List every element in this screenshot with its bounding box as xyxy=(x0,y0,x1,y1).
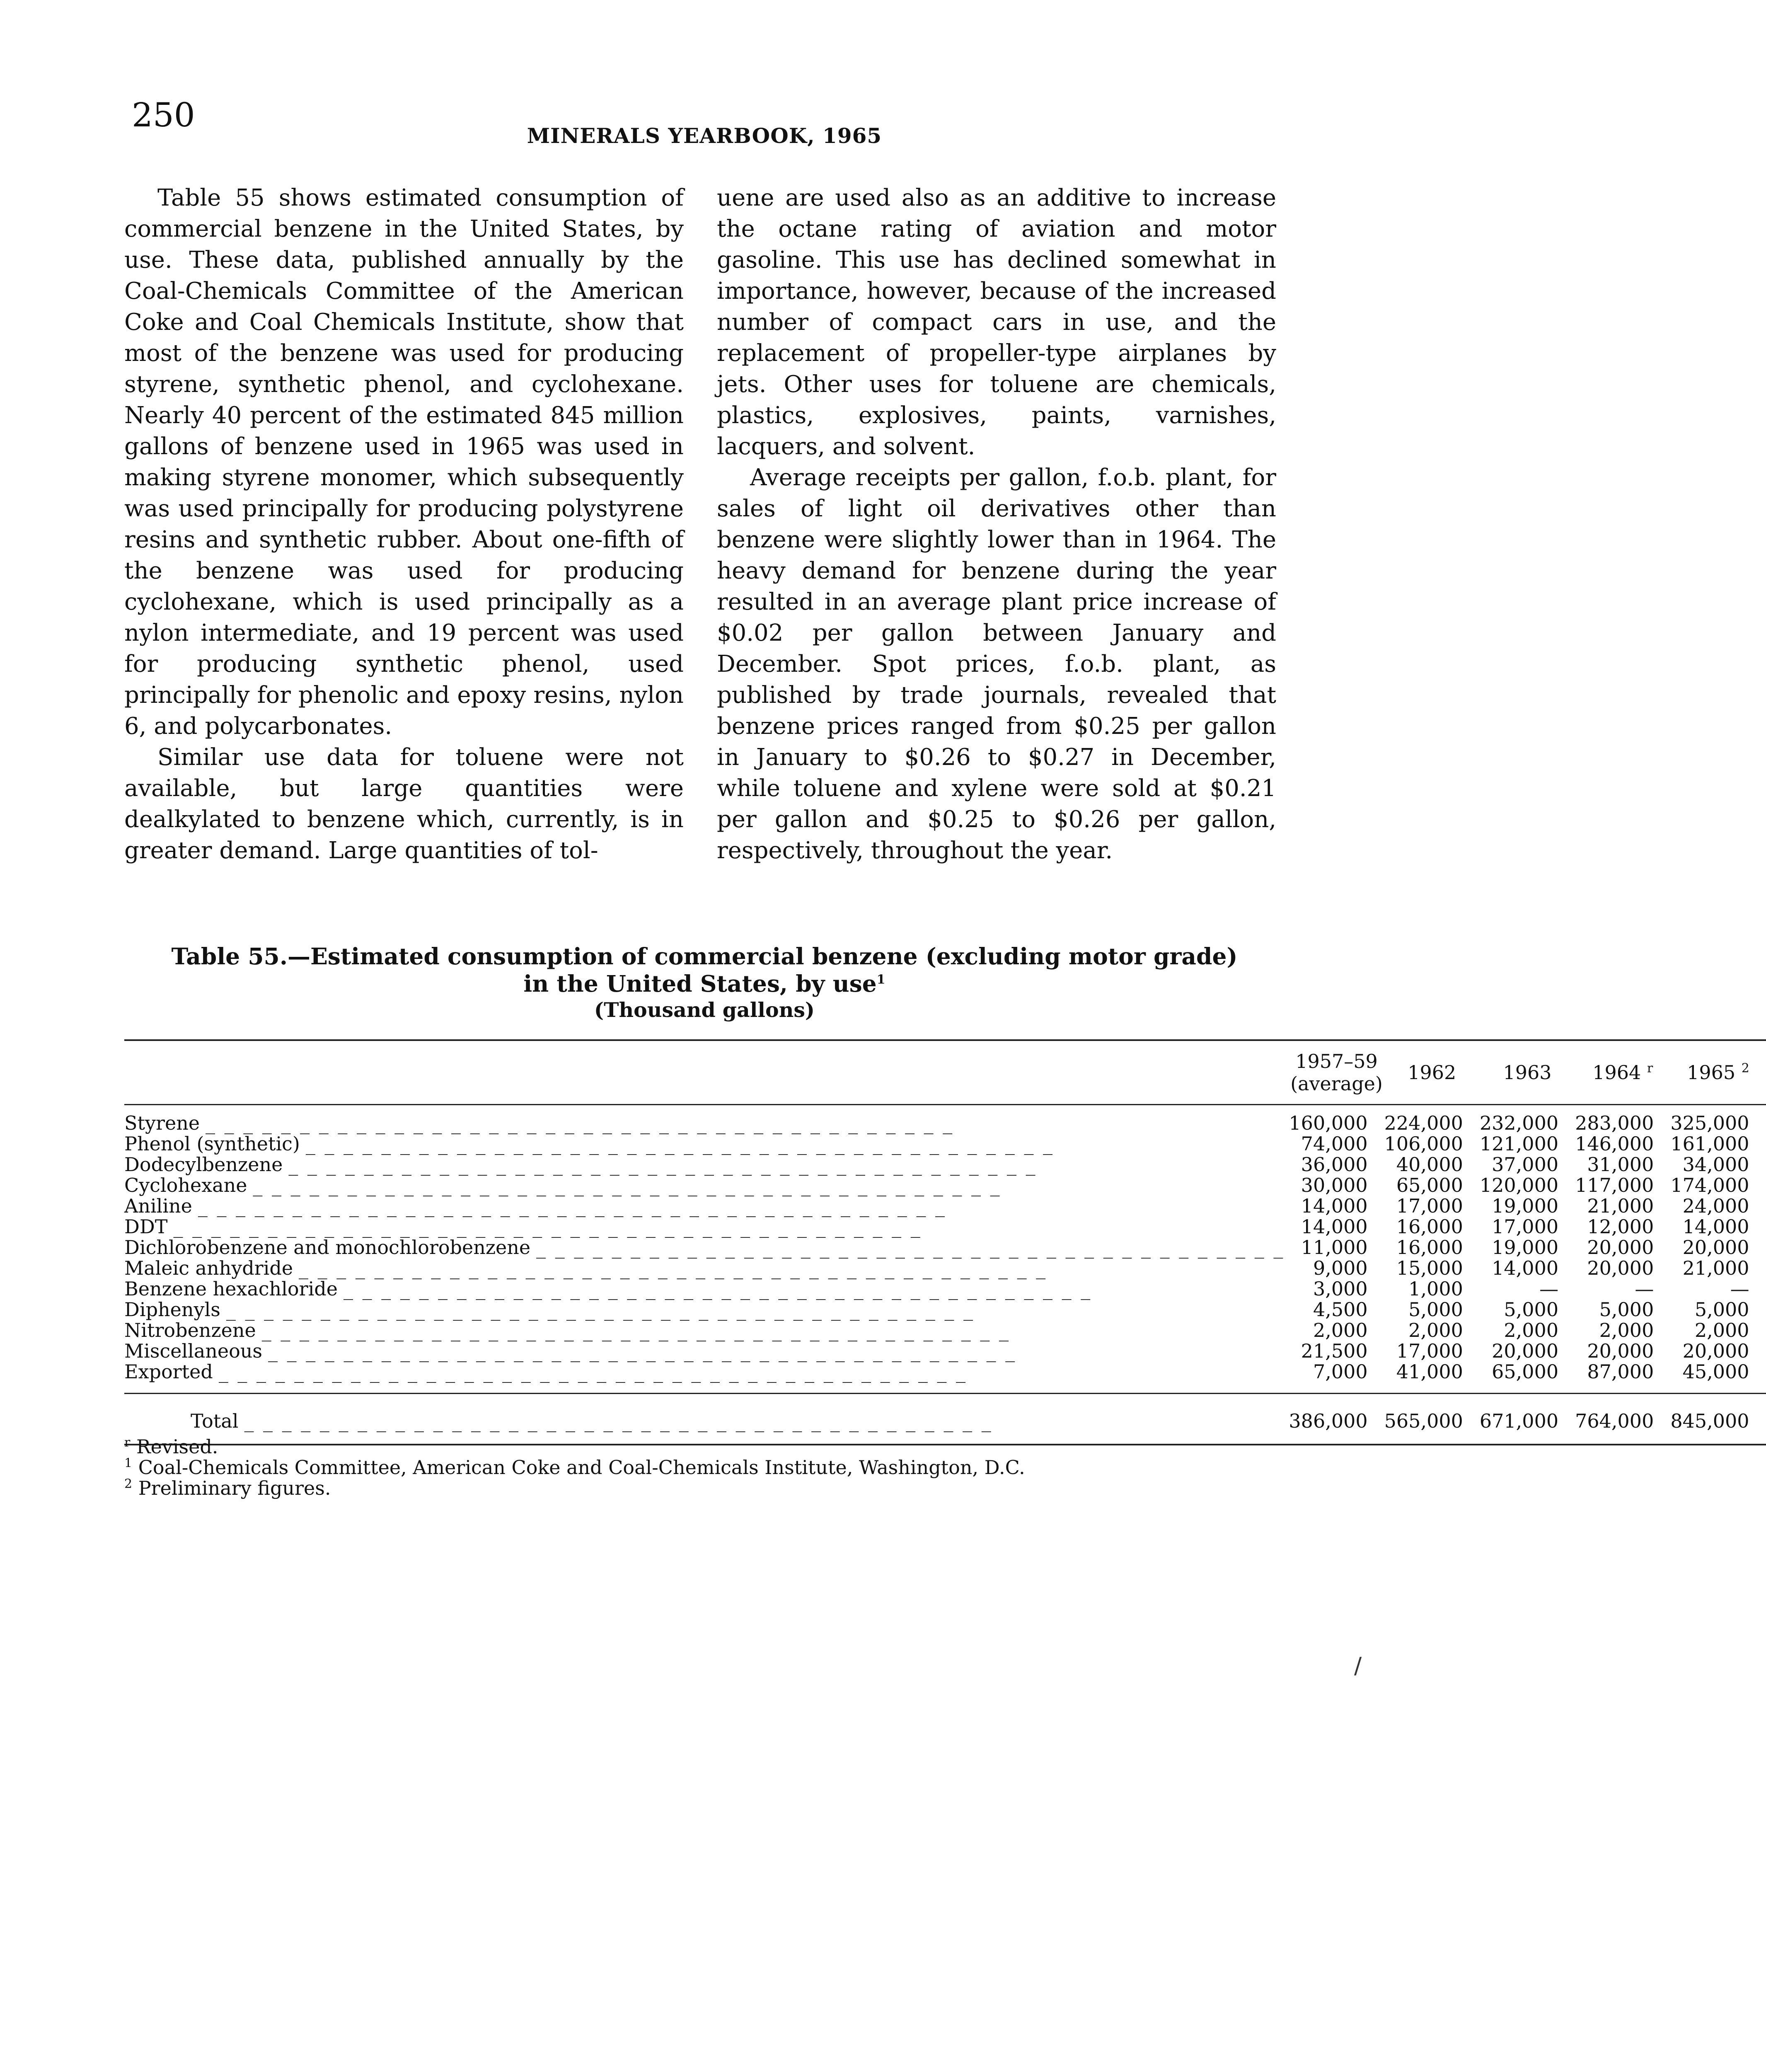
value-cell: 20,000 xyxy=(1682,1340,1749,1362)
footnote xyxy=(124,1478,1285,1498)
value-cell: 7,000 xyxy=(1289,1361,1384,1394)
value-cell: 5,000 xyxy=(1408,1298,1463,1321)
header-1964-year: 1964 xyxy=(1592,1061,1641,1084)
value-cell: 121,000 xyxy=(1479,1133,1559,1155)
value-cell: 40,000 xyxy=(1396,1153,1463,1176)
row-label: Maleic anhydride xyxy=(124,1257,293,1279)
row-label: Styrene xyxy=(124,1112,200,1134)
value-cell: 1,000 xyxy=(1408,1278,1463,1300)
value-cell: 2,000 xyxy=(1599,1319,1654,1341)
row-label: Phenol (synthetic) xyxy=(124,1133,300,1155)
row-label: Nitrobenzene xyxy=(124,1319,256,1341)
value-cell: 325,000 xyxy=(1670,1112,1749,1134)
value-cell: 36,000 xyxy=(1301,1153,1368,1176)
value-cell: 386,000 xyxy=(1289,1394,1384,1445)
value-cell: 21,000 xyxy=(1587,1195,1654,1217)
value-cell: 19,000 xyxy=(1492,1236,1559,1259)
footnote-ref: r xyxy=(1647,1061,1653,1076)
value-cell: 16,000 xyxy=(1396,1236,1463,1259)
value-cell: 65,000 xyxy=(1480,1361,1575,1394)
value-cell: 34,000 xyxy=(1682,1153,1749,1176)
value-cell: — xyxy=(1730,1278,1749,1300)
value-cell: 283,000 xyxy=(1575,1112,1654,1134)
footnote-mark: r xyxy=(124,1435,131,1450)
table-caption-line2 xyxy=(124,970,1285,997)
row-label-cell xyxy=(124,1105,1289,1134)
value-cell: 9,000 xyxy=(1313,1257,1368,1279)
value-cell: 5,000 xyxy=(1694,1298,1749,1321)
table-caption-line1: Table 55.—Estimated consumption of commercial benzene (excluding motor grade) xyxy=(171,943,1238,970)
body-text xyxy=(124,182,1276,912)
dot-leader: _ _ _ _ _ _ _ _ _ _ _ _ _ _ _ _ _ _ _ _ _ _ _ _ _ _ _ _ _ _ _ _ _ _ _ _ _ _ _ _ xyxy=(173,1215,922,1238)
paragraph: Average receipts per gallon, f.o.b. plant, for sales of light oil derivatives other than benzene were slightly lower than in 1964. The heavy demand for benzene during the year resulted in an average plant price increase of $0.02 per gallon between January and December. Spot prices, f.o.b. plant, as published by trade journals, revealed that benzene prices ranged from $0.25 per gallon in January to $0.26 to $0.27 in December, while toluene and xylene were sold at $0.21 per gallon and $0.25 to $0.26 per gallon, respectively, throughout the year. xyxy=(717,464,1276,864)
value-cell: 37,000 xyxy=(1492,1153,1559,1176)
dot-leader: _ _ _ _ _ _ _ _ _ _ _ _ _ _ _ _ _ _ _ _ _ _ _ _ _ _ _ _ _ _ _ _ _ _ _ _ _ _ _ _ xyxy=(536,1236,1285,1259)
footnotes xyxy=(124,1436,1285,1498)
dot-leader: _ _ _ _ _ _ _ _ _ _ _ _ _ _ _ _ _ _ _ _ _ _ _ _ _ _ _ _ _ _ _ _ _ _ _ _ _ _ _ _ xyxy=(253,1174,1002,1196)
value-cell: 21,000 xyxy=(1682,1257,1749,1279)
paragraph: Similar use data for toluene were not available, but large quantities were dealkylated to benzene which, currently, is in greater demand. Large quantities of tol- xyxy=(124,744,684,864)
row-label-cell xyxy=(124,1133,1289,1154)
row-label-cell xyxy=(124,1216,1289,1237)
value-cell: 15,000 xyxy=(1396,1257,1463,1279)
page-number: 250 xyxy=(132,96,195,134)
row-label-cell xyxy=(124,1237,1289,1258)
value-cell: 2,000 xyxy=(1313,1319,1368,1341)
value-cell: 3,000 xyxy=(1313,1278,1368,1300)
value-cell: 224,000 xyxy=(1384,1112,1463,1134)
paragraph: uene are used also as an additive to increase the octane rating of aviation and motor gasoline. This use has declined somewhat in importance, however, because of the increased number of compact cars in use, and the replacement of propeller-type airplanes by jets. Other uses for toluene are chemicals, plastics, explosives, paints, varnishes, lacquers, and solvent. xyxy=(717,184,1276,460)
left-column xyxy=(124,182,684,912)
value-cell: 65,000 xyxy=(1396,1174,1463,1196)
footnote-text: Coal-Chemicals Committee, American Coke and Coal-Chemicals Institute, Washington, D.C. xyxy=(138,1456,1025,1479)
row-label-cell xyxy=(124,1341,1289,1361)
row-label-cell xyxy=(124,1299,1289,1320)
row-label: Benzene hexachloride xyxy=(124,1278,338,1300)
header-1957-59 xyxy=(1289,1040,1384,1105)
value-cell: 106,000 xyxy=(1384,1133,1463,1155)
dot-leader: _ _ _ _ _ _ _ _ _ _ _ _ _ _ _ _ _ _ _ _ _ _ _ _ _ _ _ _ _ _ _ _ _ _ _ _ _ _ _ _ xyxy=(305,1133,1055,1155)
value-cell: 845,000 xyxy=(1670,1394,1766,1445)
value-cell: 20,000 xyxy=(1587,1236,1654,1259)
running-head: MINERALS YEARBOOK, 1965 xyxy=(527,123,882,148)
table-unit: (Thousand gallons) xyxy=(594,998,815,1022)
dot-leader: _ _ _ _ _ _ _ _ _ _ _ _ _ _ _ _ _ _ _ _ _ _ _ _ _ _ _ _ _ _ _ _ _ _ _ _ _ _ _ _ xyxy=(299,1257,1048,1279)
table-row xyxy=(124,1196,1766,1216)
value-cell: 14,000 xyxy=(1301,1215,1368,1238)
table-row xyxy=(124,1105,1766,1134)
table-header-row xyxy=(124,1040,1766,1105)
header-1965 xyxy=(1670,1040,1766,1105)
value-cell: 19,000 xyxy=(1492,1195,1559,1217)
footnote-mark: 2 xyxy=(124,1477,133,1491)
row-label-cell xyxy=(124,1278,1289,1299)
row-label: Dichlorobenzene and monochlorobenzene xyxy=(124,1236,531,1259)
row-label-cell xyxy=(124,1196,1289,1216)
value-cell: 17,000 xyxy=(1396,1340,1463,1362)
right-column xyxy=(717,182,1276,912)
row-label-cell xyxy=(124,1154,1289,1175)
footnote-ref: 2 xyxy=(1741,1061,1749,1076)
value-cell: 14,000 xyxy=(1492,1257,1559,1279)
table-row xyxy=(124,1341,1766,1361)
value-cell: 45,000 xyxy=(1670,1361,1766,1394)
row-label: Diphenyls xyxy=(124,1298,220,1321)
value-cell: 30,000 xyxy=(1301,1174,1368,1196)
row-label: DDT xyxy=(124,1215,168,1238)
value-cell: 4,500 xyxy=(1313,1298,1368,1321)
footnote xyxy=(124,1436,1285,1457)
value-cell: 5,000 xyxy=(1599,1298,1654,1321)
consumption-table xyxy=(124,1039,1766,1445)
table-row xyxy=(124,1154,1766,1175)
footnote-ref: 1 xyxy=(876,972,885,987)
value-cell: 117,000 xyxy=(1575,1174,1654,1196)
value-cell: 11,000 xyxy=(1301,1236,1368,1259)
row-label: Miscellaneous xyxy=(124,1340,263,1362)
value-cell: 20,000 xyxy=(1682,1236,1749,1259)
value-cell: 161,000 xyxy=(1670,1133,1749,1155)
row-label: Aniline xyxy=(124,1195,192,1217)
row-label: Cyclohexane xyxy=(124,1174,247,1196)
dot-leader: _ _ _ _ _ _ _ _ _ _ _ _ _ _ _ _ _ _ _ _ _ _ _ _ _ _ _ _ _ _ _ _ _ _ _ _ _ _ _ _ xyxy=(288,1153,1037,1176)
value-cell: 74,000 xyxy=(1301,1133,1368,1155)
value-cell: 41,000 xyxy=(1384,1361,1480,1394)
value-cell: 174,000 xyxy=(1670,1174,1749,1196)
footnote-mark: 1 xyxy=(124,1456,133,1471)
value-cell: 764,000 xyxy=(1575,1394,1670,1445)
table-row xyxy=(124,1320,1766,1341)
table-row xyxy=(124,1258,1766,1278)
value-cell: 146,000 xyxy=(1575,1133,1654,1155)
value-cell: 17,000 xyxy=(1396,1195,1463,1217)
dot-leader: _ _ _ _ _ _ _ _ _ _ _ _ _ _ _ _ _ _ _ _ _ _ _ _ _ _ _ _ _ _ _ _ _ _ _ _ _ _ _ _ xyxy=(244,1410,993,1432)
table-row xyxy=(124,1133,1766,1154)
dot-leader: _ _ _ _ _ _ _ _ _ _ _ _ _ _ _ _ _ _ _ _ _ _ _ _ _ _ _ _ _ _ _ _ _ _ _ _ _ _ _ _ xyxy=(226,1298,975,1321)
stray-mark: / xyxy=(1354,1653,1362,1679)
value-cell: 671,000 xyxy=(1480,1394,1575,1445)
row-label-cell xyxy=(124,1258,1289,1278)
value-cell: 14,000 xyxy=(1301,1195,1368,1217)
dot-leader: _ _ _ _ _ _ _ _ _ _ _ _ _ _ _ _ _ _ _ _ _ _ _ _ _ _ _ _ _ _ _ _ _ _ _ _ _ _ _ _ xyxy=(218,1360,968,1383)
dot-leader: _ _ _ _ _ _ _ _ _ _ _ _ _ _ _ _ _ _ _ _ _ _ _ _ _ _ _ _ _ _ _ _ _ _ _ _ _ _ _ _ xyxy=(268,1340,1017,1362)
value-cell: 2,000 xyxy=(1408,1319,1463,1341)
value-cell: 565,000 xyxy=(1384,1394,1480,1445)
value-cell: 20,000 xyxy=(1587,1257,1654,1279)
value-cell: 160,000 xyxy=(1289,1112,1368,1134)
row-label-cell xyxy=(124,1320,1289,1341)
row-label: Dodecylbenzene xyxy=(124,1153,283,1176)
footnote-text: Revised. xyxy=(136,1435,218,1458)
row-label-cell xyxy=(124,1361,1289,1394)
table-row xyxy=(124,1299,1766,1320)
value-cell: 16,000 xyxy=(1396,1215,1463,1238)
header-1957-59-years: 1957–59 xyxy=(1295,1050,1378,1072)
value-cell: 21,500 xyxy=(1301,1340,1368,1362)
table-row xyxy=(124,1175,1766,1196)
value-cell: 20,000 xyxy=(1587,1340,1654,1362)
row-label-cell xyxy=(124,1175,1289,1196)
table-row xyxy=(124,1216,1766,1237)
table-caption-line2-text: in the United States, by use xyxy=(523,970,877,997)
value-cell: 17,000 xyxy=(1492,1215,1559,1238)
value-cell: — xyxy=(1539,1278,1559,1300)
table-row xyxy=(124,1278,1766,1299)
header-1963: 1963 xyxy=(1480,1040,1575,1105)
header-1965-year: 1965 xyxy=(1687,1061,1736,1084)
footnote xyxy=(124,1457,1285,1478)
value-cell: 20,000 xyxy=(1492,1340,1559,1362)
value-cell: 2,000 xyxy=(1504,1319,1559,1341)
value-cell: 2,000 xyxy=(1694,1319,1749,1341)
header-1957-59-average: (average) xyxy=(1290,1072,1383,1095)
dot-leader: _ _ _ _ _ _ _ _ _ _ _ _ _ _ _ _ _ _ _ _ _ _ _ _ _ _ _ _ _ _ _ _ _ _ _ _ _ _ _ _ xyxy=(343,1278,1092,1300)
value-cell: 12,000 xyxy=(1587,1215,1654,1238)
dot-leader: _ _ _ _ _ _ _ _ _ _ _ _ _ _ _ _ _ _ _ _ _ _ _ _ _ _ _ _ _ _ _ _ _ _ _ _ _ _ _ _ xyxy=(261,1319,1010,1341)
header-label-cell xyxy=(124,1040,1289,1105)
row-label: Total xyxy=(191,1410,239,1432)
value-cell: 14,000 xyxy=(1682,1215,1749,1238)
value-cell: 87,000 xyxy=(1575,1361,1670,1394)
value-cell: 232,000 xyxy=(1479,1112,1559,1134)
dot-leader: _ _ _ _ _ _ _ _ _ _ _ _ _ _ _ _ _ _ _ _ _ _ _ _ _ _ _ _ _ _ _ _ _ _ _ _ _ _ _ _ xyxy=(206,1112,954,1134)
header-1962: 1962 xyxy=(1384,1040,1480,1105)
value-cell: 5,000 xyxy=(1504,1298,1559,1321)
table-row xyxy=(124,1361,1766,1394)
value-cell: 31,000 xyxy=(1587,1153,1654,1176)
row-label: Exported xyxy=(124,1360,213,1383)
header-1964 xyxy=(1575,1040,1670,1105)
paragraph: Table 55 shows estimated consumption of commercial benzene in the United States, by use. These data, published annually by the Coal-Chemicals Committee of the American Coke and Coal Chemicals Institute, show that most of the benzene was used for producing styrene, synthetic phenol, and cyclohexane. Nearly 40 percent of the estimated 845 million gallons of benzene used in 1965 was used in making styrene monomer, which subsequently was used principally for producing polystyrene resins and synthetic rubber. About one-fifth of the benzene was used for producing cyclohexane, which is used principally as a nylon intermediate, and 19 percent was used for producing synthetic phenol, used principally for phenolic and epoxy resins, nylon 6, and polycarbonates. xyxy=(124,184,684,740)
footnote-text: Preliminary figures. xyxy=(138,1477,331,1499)
dot-leader: _ _ _ _ _ _ _ _ _ _ _ _ _ _ _ _ _ _ _ _ _ _ _ _ _ _ _ _ _ _ _ _ _ _ _ _ _ _ _ _ xyxy=(198,1195,947,1217)
value-cell: 24,000 xyxy=(1682,1195,1749,1217)
value-cell: 120,000 xyxy=(1479,1174,1559,1196)
value-cell: — xyxy=(1635,1278,1654,1300)
table-row xyxy=(124,1237,1766,1258)
table-caption xyxy=(124,943,1285,997)
